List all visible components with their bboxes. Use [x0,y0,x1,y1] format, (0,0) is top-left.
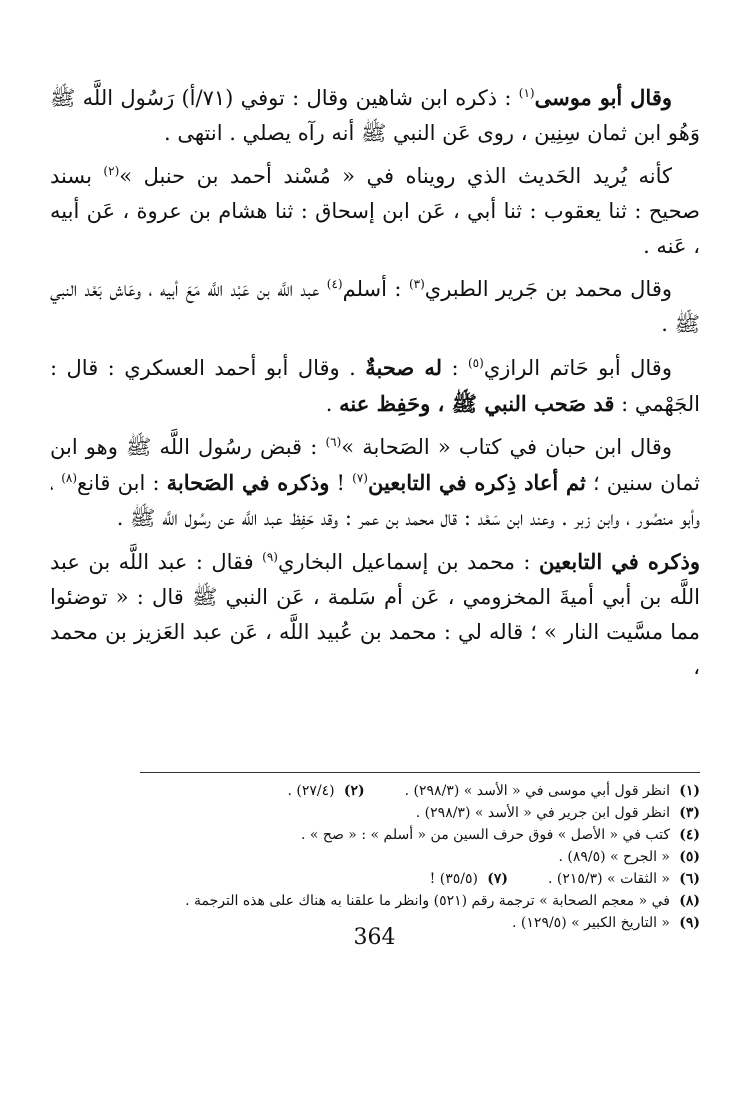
paragraph [50,430,700,536]
bold-text: وقال أبو موسى [534,85,672,110]
paragraph [50,350,700,422]
footnote-number: (٧) [487,871,508,887]
text-segment: : أسلم [342,277,409,301]
footnote-marker: (٦) [325,435,342,449]
text-segment: : ابن قانع [77,471,167,495]
bold-text: قد صَحب النبي ﷺ ، وحَفِظ عنه [339,391,615,416]
text-segment: وقال أبو حَاتم الرازي [483,356,672,380]
footnote-marker: (٨) [61,471,78,485]
text-segment: وقال محمد بن جَرير الطبري [424,277,672,301]
footnote-separator [140,772,700,773]
footnote [50,802,700,824]
paragraph [50,544,700,685]
footnote-text: (٢٧/٤) . [287,783,335,799]
bold-text: وذكره في الصَحابة [166,470,330,495]
text-segment: . وقال أبو أحمد العسكري : قال : الجَهْمي : [50,356,700,416]
text-segment: . [325,392,340,416]
text-segment: ، وأبو منصُور ، وابن زبر . وعند ابن سَعْد : قال محمد بن عمر : وقد حَفِظ عبد اللَّه عن رسُول اللَّه ﷺ . [50,471,700,530]
footnote [50,868,700,890]
paragraph [50,272,700,342]
bold-text: ثم أعاد ذِكره في التابعين [367,470,586,495]
footnote-marker: (٢) [103,164,120,178]
footnote-marker: (٥) [467,356,484,370]
document-page [50,80,700,1070]
paragraph [50,80,700,151]
paragraph [50,159,700,264]
footnote [50,780,700,802]
text-segment: كأنه يُريد الحَديث الذي رويناه في « مُسْند أحمد بن حنبل » [119,164,672,188]
text-segment: : ذكره ابن شاهين وقال : توفي (٧١/أ) رَسُول اللَّه ﷺ وَهُو ابن ثمان سِنِين ، روى عَن النبي ﷺ أنه رآه يصلي . انتهى . [50,86,700,145]
bold-text: له صحبةٌ [365,355,442,380]
text-segment: بسند صحيح : ثنا يعقوب : ثنا أبي ، عَن ابن إسحاق : ثنا هشام بن عروة ، عَن أبيه ، عَنه . [50,164,700,258]
footnote-number: (٥) [679,849,700,865]
text-segment: : محمد بن إسماعيل البخاري [277,550,539,574]
footnote-text: « الجرح » (٨٩/٥) . [558,849,670,865]
footnote [50,824,700,846]
footnote-gap [365,780,405,802]
text-segment: : قبض رسُول اللَّه ﷺ وهو ابن ثمان سنين ؛ [50,435,700,495]
footnote-number: (٣) [679,805,700,821]
footnote-number: (٤) [679,827,700,843]
footnote [50,890,700,912]
footnote-text: « الثقات » (٢١٥/٣) . [547,871,670,887]
page-number: 364 [353,925,396,950]
text-segment: فقال : عبد اللَّه بن عبد اللَّه بن أبي أميةَ المخزومي ، عَن أم سَلمة ، عَن النبي ﷺ قال : « توضئوا مما مسَّيت النار » ؛ قاله لي : محمد بن عُبيد اللَّه ، عَن عبد العَزيز بن محمد ، [50,550,700,679]
footnote-text: في « معجم الصحابة » ترجمة رقم (٥٢١) وانظر ما علقنا به هناك على هذه الترجمة . [185,893,670,909]
body-text [50,80,700,685]
footnote-gap [508,868,548,890]
footnote-number: (٦) [679,871,700,887]
footnote-text: « التاريخ الكبير » (١٢٩/٥) . [512,915,670,931]
text-segment: وقال ابن حبان في كتاب « الصَحابة » [341,435,673,459]
footnote-marker: (٣) [408,277,425,291]
footnote-text: (٣٥/٥) ! [429,871,478,887]
footnote-marker: (١) [518,86,535,100]
footnote-marker: (٩) [262,550,278,564]
footnote [50,846,700,868]
text-segment: : [441,356,468,380]
footnote-marker: (٤) [326,277,343,291]
bold-text: وذكره في التابعين [538,549,701,574]
footnote-text: انظر قول أبي موسى في « الأسد » (٢٩٨/٣) . [404,783,670,799]
footnote-marker: (٧) [352,471,368,485]
footnote-text: كتب في « الأصل » فوق حرف السين من « أسلم » : « صح » . [301,827,670,843]
footnote-number: (٢) [343,783,365,799]
footnote-number: (٩) [679,915,700,931]
footnote-number: (٨) [679,893,700,909]
footnote-text: انظر قول ابن جرير في « الأسد » (٢٩٨/٣) . [415,805,670,821]
footnotes [50,780,700,934]
footnote-number: (١) [679,783,700,799]
text-segment: ! [329,471,353,495]
text-segment: عبد اللَّه بن عَبْد اللَّه مَعَ أبيه ، وعَاش بَعْد النبي ﷺ . [50,277,700,336]
